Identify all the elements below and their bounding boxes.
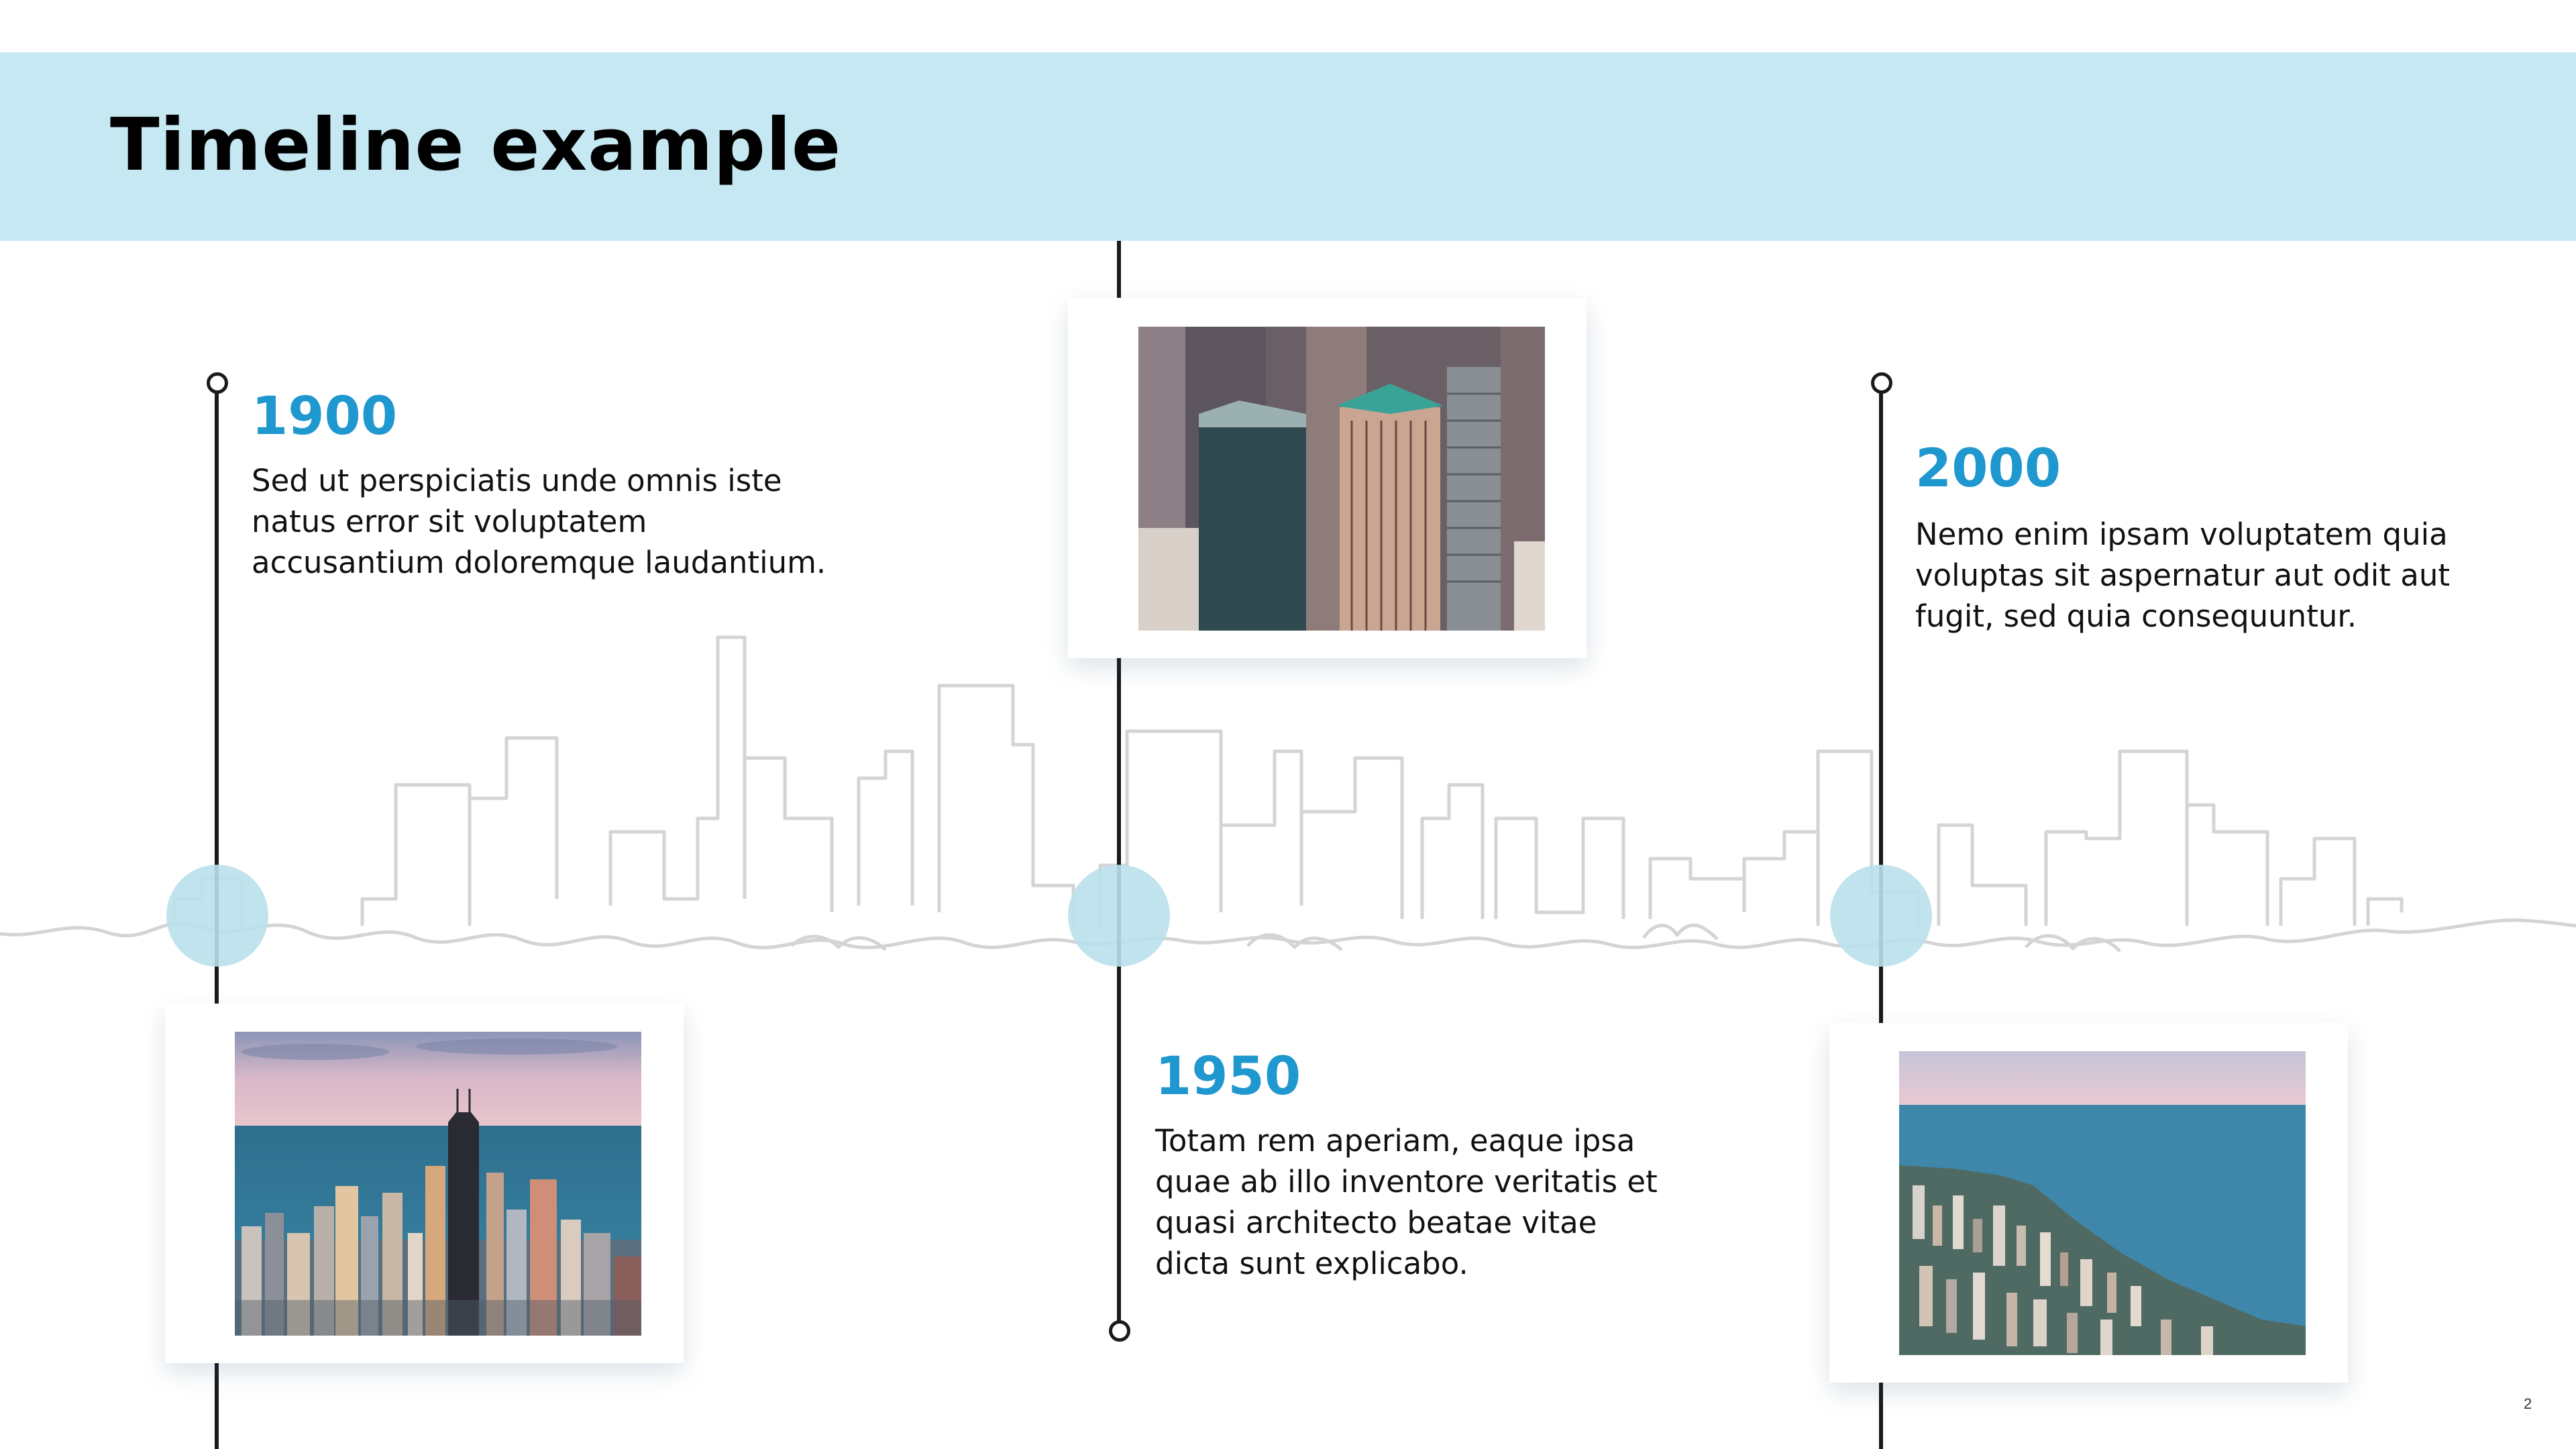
event-text-2000: Nemo enim ipsam voluptatem quia voluptas sit aspernatur aut odit aut fugit, sed quia consequuntur.	[1915, 517, 2450, 634]
timeline-node-1900	[207, 372, 228, 394]
event-year-1900: 1900	[252, 386, 398, 447]
photo-card-1950	[1068, 298, 1587, 658]
slide-title: Timeline example	[110, 103, 842, 187]
aerial-coastline-city-photo	[1899, 1051, 2306, 1355]
photo-card-1900	[165, 1004, 684, 1363]
timeline-node-2000	[1871, 372, 1892, 394]
page-number: 2	[2524, 1395, 2532, 1412]
skyscrapers-closeup-photo	[1138, 327, 1545, 631]
timeline-marker-2000	[1830, 865, 1932, 967]
timeline-node-1950	[1109, 1320, 1130, 1342]
event-text-1950: Totam rem aperiam, eaque ipsa quae ab illo inventore veritatis et quasi architecto beatae vitae dicta sunt explicabo.	[1155, 1123, 1658, 1281]
timeline-marker-1950	[1068, 865, 1170, 967]
event-text-1900: Sed ut perspiciatis unde omnis iste natus error sit voluptatem accusantium doloremque laudantium.	[252, 463, 826, 580]
skyline-outline-illustration	[0, 617, 2576, 993]
event-year-2000: 2000	[1915, 439, 2061, 499]
photo-card-2000	[1829, 1023, 2348, 1383]
aerial-chicago-lakefront-photo	[235, 1032, 641, 1336]
event-year-1950: 1950	[1155, 1046, 1301, 1107]
timeline-marker-1900	[166, 865, 268, 967]
